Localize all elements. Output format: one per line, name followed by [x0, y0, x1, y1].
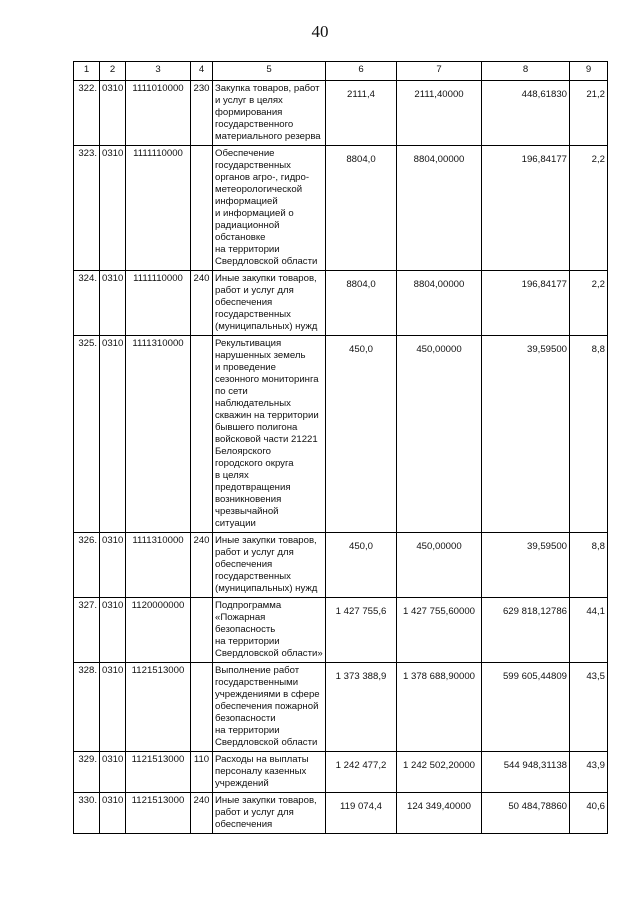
item-name-line: нарушенных земель [215, 350, 306, 361]
approved-amount-cell [397, 598, 482, 663]
row-number-cell [74, 752, 100, 793]
item-name-line: Рекультивация [215, 338, 282, 349]
row-number-text: 324. [78, 273, 97, 284]
expense-type-cell [191, 336, 213, 533]
item-name-line: возникновения [215, 494, 282, 505]
planned-amount-cell [326, 793, 397, 834]
approved-amount-text: 124 349,40000 [406, 801, 472, 812]
header-col-7: 7 [397, 62, 482, 81]
execution-percent-text: 8,8 [591, 344, 605, 355]
item-name-line: учреждений [215, 778, 269, 789]
row-number-cell [74, 146, 100, 271]
header-col-9: 9 [570, 62, 608, 81]
row-number-text: 322. [78, 83, 97, 94]
section-code-text: 0310 [102, 754, 124, 765]
row-number-text: 326. [78, 535, 97, 546]
approved-amount-cell [397, 793, 482, 834]
execution-percent-cell [570, 663, 608, 752]
approved-amount-cell [397, 271, 482, 336]
planned-amount-cell [326, 271, 397, 336]
table-row [74, 81, 608, 146]
item-name-line: Обеспечение [215, 148, 275, 159]
section-code-cell [100, 146, 126, 271]
execution-percent-text: 43,9 [586, 760, 605, 771]
target-code-cell [126, 663, 191, 752]
item-name-line: обеспечения [215, 297, 273, 308]
execution-percent-cell [570, 793, 608, 834]
approved-amount-text: 8804,00000 [413, 279, 465, 290]
executed-amount-cell [482, 598, 570, 663]
target-code-cell [126, 752, 191, 793]
executed-amount-cell [482, 752, 570, 793]
expense-type-cell [191, 81, 213, 146]
approved-amount-text: 2111,40000 [414, 89, 464, 100]
row-number-cell [74, 663, 100, 752]
execution-percent-cell [570, 598, 608, 663]
executed-amount-text: 544 948,31138 [503, 760, 567, 771]
planned-amount-text: 1 242 477,2 [335, 760, 387, 771]
item-name-line: на территории [215, 725, 280, 736]
expense-type-cell [191, 663, 213, 752]
row-number-text: 329. [78, 754, 97, 765]
section-code-text: 0310 [102, 795, 124, 806]
execution-percent-text: 2,2 [591, 154, 605, 165]
planned-amount-cell [326, 663, 397, 752]
execution-percent-text: 21,2 [586, 89, 605, 100]
item-name-line: чрезвычайной [215, 506, 279, 517]
table-body [74, 81, 608, 834]
header-col-5: 5 [213, 62, 326, 81]
planned-amount-text: 1 373 388,9 [335, 671, 387, 682]
approved-amount-text: 450,00000 [416, 541, 462, 552]
expense-type-cell [191, 533, 213, 598]
target-code-text: 1121513000 [131, 754, 185, 765]
execution-percent-cell [570, 146, 608, 271]
execution-percent-cell [570, 752, 608, 793]
row-number-text: 327. [78, 600, 97, 611]
row-number-cell [74, 598, 100, 663]
item-name-cell [213, 752, 326, 793]
row-number-text: 330. [78, 795, 97, 806]
item-name-line: государственными [215, 677, 299, 688]
executed-amount-text: 448,61830 [521, 89, 567, 100]
item-name-line: предотвращения [215, 482, 291, 493]
item-name-line: обстановке [215, 232, 266, 243]
executed-amount-text: 629 818,12786 [502, 606, 567, 617]
target-code-text: 1111310000 [132, 338, 184, 349]
header-col-8: 8 [482, 62, 570, 81]
expense-type-text: 240 [193, 535, 210, 546]
execution-percent-text: 2,2 [591, 279, 605, 290]
executed-amount-text: 50 484,78860 [508, 801, 567, 812]
target-code-cell [126, 146, 191, 271]
header-col-3: 3 [126, 62, 191, 81]
header-col-4: 4 [191, 62, 213, 81]
item-name-line: Иные закупки товаров, [215, 535, 317, 546]
section-code-cell [100, 793, 126, 834]
item-name-line: наблюдательных [215, 398, 291, 409]
table-row [74, 336, 608, 533]
table-row [74, 663, 608, 752]
table-header-row [74, 62, 608, 81]
item-name-line: государственных [215, 309, 291, 320]
section-code-text: 0310 [102, 273, 124, 284]
execution-percent-text: 44,1 [586, 606, 605, 617]
row-number-text: 328. [78, 665, 97, 676]
executed-amount-text: 39,59500 [526, 344, 567, 355]
executed-amount-text: 196,84177 [521, 279, 567, 290]
budget-table [73, 61, 608, 834]
target-code-cell [126, 81, 191, 146]
item-name-line: Белоярского [215, 446, 271, 457]
table-row [74, 598, 608, 663]
planned-amount-cell [326, 336, 397, 533]
item-name-line: Выполнение работ [215, 665, 300, 676]
section-code-text: 0310 [102, 148, 124, 159]
item-name-line: городского округа [215, 458, 294, 469]
item-name-line: обеспечения пожарной [215, 701, 319, 712]
item-name-line: в целях [215, 470, 249, 481]
item-name-line: на территории [215, 636, 280, 647]
approved-amount-cell [397, 663, 482, 752]
executed-amount-cell [482, 336, 570, 533]
item-name-line: органов агро-, гидро- [215, 172, 310, 183]
planned-amount-text: 8804,0 [346, 279, 376, 290]
item-name-line: Подпрограмма [215, 600, 282, 611]
item-name-line: работ и услуг для [215, 807, 294, 818]
item-name-line: и информацией о [215, 208, 294, 219]
row-number-cell [74, 271, 100, 336]
item-name-line: работ и услуг для [215, 285, 294, 296]
target-code-text: 1120000000 [131, 600, 185, 611]
item-name-line: персоналу казенных [215, 766, 307, 777]
planned-amount-cell [326, 146, 397, 271]
header-col-1: 1 [74, 62, 100, 81]
target-code-text: 1121513000 [131, 795, 185, 806]
execution-percent-cell [570, 336, 608, 533]
approved-amount-text: 8804,00000 [413, 154, 465, 165]
target-code-cell [126, 271, 191, 336]
approved-amount-text: 1 378 688,90000 [402, 671, 476, 682]
section-code-text: 0310 [102, 83, 124, 94]
item-name-line: государственных [215, 571, 291, 582]
item-name-cell [213, 146, 326, 271]
section-code-cell [100, 598, 126, 663]
expense-type-cell [191, 793, 213, 834]
expense-type-text: 110 [193, 754, 210, 765]
header-col-6: 6 [326, 62, 397, 81]
expense-type-text: 240 [193, 795, 210, 806]
target-code-cell [126, 598, 191, 663]
section-code-cell [100, 533, 126, 598]
approved-amount-cell [397, 533, 482, 598]
planned-amount-text: 1 427 755,6 [335, 606, 387, 617]
item-name-line: информацией [215, 196, 278, 207]
section-code-cell [100, 271, 126, 336]
approved-amount-text: 450,00000 [416, 344, 462, 355]
item-name-line: войсковой части 21221 [215, 434, 318, 445]
planned-amount-cell [326, 598, 397, 663]
item-name-cell [213, 793, 326, 834]
executed-amount-cell [482, 533, 570, 598]
expense-type-text: 230 [193, 83, 210, 94]
section-code-text: 0310 [102, 338, 124, 349]
approved-amount-cell [397, 752, 482, 793]
table-row [74, 752, 608, 793]
item-name-line: скважин на территории [215, 410, 319, 421]
planned-amount-text: 8804,0 [346, 154, 376, 165]
item-name-line: формирования [215, 107, 283, 118]
expense-type-cell [191, 271, 213, 336]
item-name-line: государственных [215, 160, 291, 171]
item-name-line: (муниципальных) нужд [215, 583, 318, 594]
item-name-line: бывшего полигона [215, 422, 298, 433]
execution-percent-cell [570, 533, 608, 598]
planned-amount-cell [326, 81, 397, 146]
section-code-text: 0310 [102, 535, 124, 546]
section-code-cell [100, 81, 126, 146]
planned-amount-text: 119 074,4 [340, 801, 382, 812]
target-code-text: 1111010000 [132, 83, 184, 94]
item-name-line: Свердловской области [215, 737, 318, 748]
item-name-line: метеорологической [215, 184, 303, 195]
item-name-cell [213, 598, 326, 663]
target-code-text: 1121513000 [131, 665, 185, 676]
row-number-cell [74, 336, 100, 533]
item-name-line: Расходы на выплаты [215, 754, 309, 765]
item-name-line: сезонного мониторинга [215, 374, 319, 385]
execution-percent-text: 40,6 [586, 801, 605, 812]
row-number-text: 325. [78, 338, 97, 349]
row-number-text: 323. [78, 148, 97, 159]
item-name-line: безопасность [215, 624, 276, 635]
expense-type-cell [191, 146, 213, 271]
section-code-cell [100, 752, 126, 793]
item-name-line: Иные закупки товаров, [215, 795, 317, 806]
section-code-text: 0310 [102, 665, 124, 676]
planned-amount-cell [326, 752, 397, 793]
row-number-cell [74, 81, 100, 146]
section-code-text: 0310 [102, 600, 124, 611]
row-number-cell [74, 533, 100, 598]
section-code-cell [100, 336, 126, 533]
table-row [74, 271, 608, 336]
target-code-text: 1111310000 [132, 535, 184, 546]
execution-percent-cell [570, 271, 608, 336]
item-name-line: государственного [215, 119, 294, 130]
planned-amount-text: 450,0 [348, 344, 373, 355]
header-col-2: 2 [100, 62, 126, 81]
table-row [74, 146, 608, 271]
row-number-cell [74, 793, 100, 834]
expense-type-cell [191, 752, 213, 793]
executed-amount-text: 599 605,44809 [502, 671, 567, 682]
item-name-line: ситуации [215, 518, 256, 529]
executed-amount-cell [482, 146, 570, 271]
section-code-cell [100, 663, 126, 752]
target-code-text: 1111110000 [133, 273, 183, 284]
target-code-cell [126, 336, 191, 533]
executed-amount-cell [482, 793, 570, 834]
execution-percent-cell [570, 81, 608, 146]
item-name-line: работ и услуг для [215, 547, 294, 558]
item-name-line: (муниципальных) нужд [215, 321, 318, 332]
executed-amount-cell [482, 663, 570, 752]
approved-amount-cell [397, 81, 482, 146]
table-row [74, 793, 608, 834]
approved-amount-text: 1 242 502,20000 [402, 760, 476, 771]
expense-type-text: 240 [193, 273, 210, 284]
approved-amount-text: 1 427 755,60000 [402, 606, 476, 617]
planned-amount-text: 450,0 [348, 541, 373, 552]
item-name-line: Закупка товаров, работ [215, 83, 320, 94]
target-code-cell [126, 533, 191, 598]
item-name-line: безопасности [215, 713, 276, 724]
executed-amount-text: 39,59500 [526, 541, 567, 552]
item-name-line: материального резерва [215, 131, 321, 142]
item-name-cell [213, 663, 326, 752]
expense-type-cell [191, 598, 213, 663]
target-code-text: 1111110000 [133, 148, 183, 159]
item-name-line: Иные закупки товаров, [215, 273, 317, 284]
item-name-line: и проведение [215, 362, 276, 373]
execution-percent-text: 43,5 [586, 671, 605, 682]
approved-amount-cell [397, 146, 482, 271]
approved-amount-cell [397, 336, 482, 533]
item-name-line: Свердловской области [215, 256, 318, 267]
item-name-line: «Пожарная [215, 612, 266, 623]
item-name-cell [213, 533, 326, 598]
item-name-line: на территории [215, 244, 280, 255]
target-code-cell [126, 793, 191, 834]
planned-amount-text: 2111,4 [347, 89, 375, 100]
item-name-line: радиационной [215, 220, 280, 231]
item-name-cell [213, 81, 326, 146]
item-name-cell [213, 271, 326, 336]
item-name-line: по сети [215, 386, 248, 397]
item-name-line: учреждениями в сфере [215, 689, 320, 700]
execution-percent-text: 8,8 [591, 541, 605, 552]
item-name-line: обеспечения [215, 819, 273, 830]
planned-amount-cell [326, 533, 397, 598]
item-name-line: и услуг в целях [215, 95, 283, 106]
table-row [74, 533, 608, 598]
item-name-line: Свердловской области» [215, 648, 323, 659]
item-name-line: обеспечения [215, 559, 273, 570]
executed-amount-text: 196,84177 [521, 154, 567, 165]
item-name-cell [213, 336, 326, 533]
executed-amount-cell [482, 81, 570, 146]
page-number: 40 [311, 22, 329, 41]
executed-amount-cell [482, 271, 570, 336]
